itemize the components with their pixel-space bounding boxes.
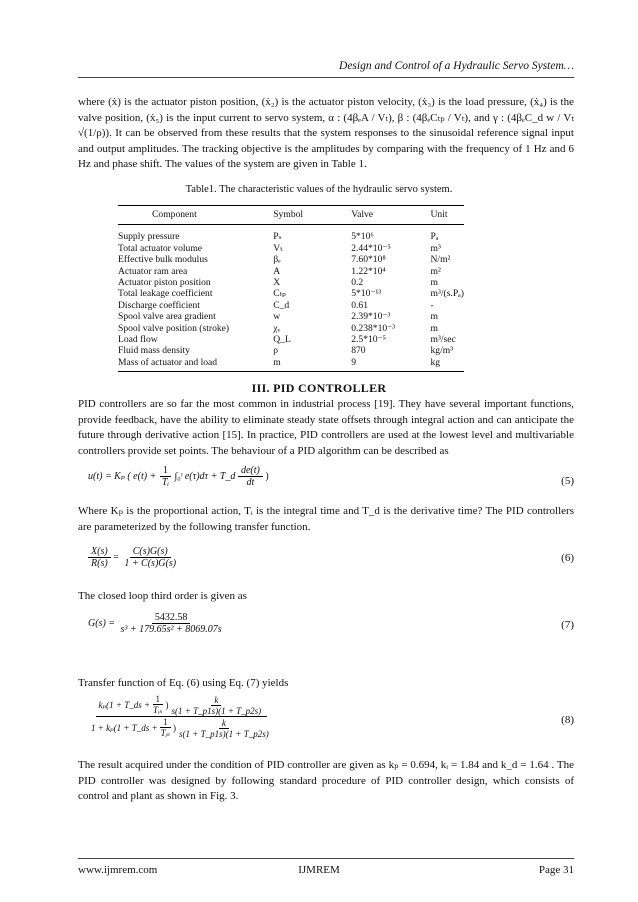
- value-cell: 9: [345, 357, 412, 372]
- table-caption: Table1. The characteristic values of the hydraulic servo system.: [185, 184, 453, 195]
- value-cell: 0.61: [351, 299, 368, 311]
- closed-loop-sentence: The closed loop third order is given as: [78, 590, 247, 602]
- eq8-top-inner-frac: [150, 694, 165, 716]
- value-cell: 870: [351, 345, 366, 357]
- symbol-cell: Pₛ: [273, 231, 282, 243]
- footer-journal: IJMREM: [298, 864, 340, 876]
- symbol-cell: w: [273, 311, 281, 323]
- eq7-num: 5432.58: [152, 612, 191, 624]
- eq5-frac-den: Tᵢ: [161, 477, 169, 488]
- equation-5: [88, 465, 269, 488]
- eq5-integral: ∫₀ᵗ e(τ)dτ + T_d: [174, 470, 238, 482]
- value-cell: 5*10⁶: [351, 231, 374, 243]
- value-cell: 2.5*10⁻⁵: [351, 334, 386, 346]
- symbol-cell: C_d: [273, 299, 290, 311]
- unit-cell: kg: [413, 357, 465, 372]
- table-row: [118, 334, 464, 345]
- symbol-cell: χᵥ: [273, 322, 281, 334]
- eq8-top-e: k: [211, 695, 221, 706]
- eq7-den: s³ + 179.65s² + 8069.07s: [120, 624, 222, 635]
- col-header-unit: Unit: [413, 206, 465, 225]
- component-cell: Spool valve position (stroke): [118, 322, 230, 334]
- value-cell: 7.60*10⁸: [351, 254, 386, 266]
- eq5-lhs: u(t) = Kₚ ( e(t) +: [88, 470, 159, 482]
- eq7-lhs: G(s) =: [88, 617, 116, 629]
- symbol-cell: X: [273, 277, 281, 289]
- eq5-d-den: dt: [246, 477, 255, 488]
- eq5-derivative-fraction: [238, 465, 263, 488]
- unit-cell: m²: [430, 265, 441, 277]
- table-row: [118, 266, 464, 277]
- eq8-bot-plant-frac: [176, 718, 272, 739]
- equation-7: [88, 612, 225, 635]
- equation-7-number: (7): [561, 619, 574, 631]
- eq8-top-a: kₚ(1 + T_ds +: [98, 699, 151, 710]
- eq8-top-c: Tᵢₛ: [153, 705, 163, 715]
- eq8-bot-b: 1: [160, 717, 171, 728]
- table-row: [118, 345, 464, 356]
- eq6-lhs-den: R(s): [91, 558, 108, 569]
- pid-intro-paragraph: PID controllers are so far the most common in industrial process [19]. They have several important functions, provide feedback, have the ability to eliminate steady state offsets through integral action and can anticipate the future through derivative action [15]. In practice, PID controllers are used at the lowest level and multivariable controllers provide set points. The behaviour of a PID algorithm can be described as: [78, 398, 574, 457]
- equation-6-number: (6): [561, 552, 574, 564]
- unit-cell: N/m²: [430, 254, 451, 266]
- symbol-cell: m: [269, 357, 345, 372]
- unit-cell: m: [430, 277, 438, 289]
- eq8-top-f: s(1 + T_p1s)(1 + T_p2s): [171, 705, 262, 716]
- table-row: [118, 288, 464, 299]
- component-cell: Supply pressure: [118, 231, 180, 243]
- eq6-lhs-num: X(s): [88, 546, 111, 558]
- value-cell: 2.44*10⁻⁵: [351, 242, 391, 254]
- component-cell: Discharge coefficient: [118, 299, 200, 311]
- equation-5-number: (5): [561, 475, 574, 487]
- table-row: [118, 311, 464, 322]
- eq8-bot-inner-frac: [158, 717, 173, 739]
- col-header-valve: Valve: [345, 206, 412, 225]
- value-cell: 0.238*10⁻³: [351, 322, 396, 334]
- unit-cell: m³/(s.Pₐ): [430, 288, 464, 300]
- equation-8: [88, 694, 275, 739]
- eq6-lhs-fraction: [88, 546, 111, 569]
- component-cell: Effective bulk modulus: [118, 254, 208, 266]
- unit-cell: m: [430, 311, 438, 323]
- footer-website: www.ijmrem.com: [78, 864, 158, 876]
- component-cell: Load flow: [118, 334, 158, 346]
- component-cell: Actuator piston position: [118, 277, 211, 289]
- component-cell: Total actuator volume: [118, 242, 203, 254]
- symbol-cell: Cₜₚ: [273, 288, 286, 300]
- eq6-rhs-fraction: [121, 546, 179, 569]
- eq8-top-b: 1: [153, 694, 164, 705]
- characteristics-table: [118, 205, 464, 372]
- table-row: [118, 243, 464, 254]
- table-row: [118, 254, 464, 265]
- value-cell: 2.39*10⁻³: [351, 311, 391, 323]
- eq8-bot-c: Tᵢₛ: [160, 728, 171, 738]
- component-cell: Mass of actuator and load: [118, 357, 269, 372]
- eq7-fraction: [118, 612, 225, 635]
- value-cell: 1.22*10⁴: [351, 265, 386, 277]
- table-row: [118, 300, 464, 311]
- eq8-denominator: [88, 717, 275, 739]
- component-cell: Actuator ram area: [118, 265, 188, 277]
- table-header-row: [118, 206, 464, 225]
- eq6-rhs-num: C(s)G(s): [130, 546, 171, 558]
- equation-8-number: (8): [561, 714, 574, 726]
- unit-cell: -: [430, 299, 434, 311]
- eq8-main-fraction: [88, 694, 275, 739]
- eq8-bot-e: k: [219, 718, 229, 729]
- component-cell: Fluid mass density: [118, 345, 190, 357]
- footer-rule: [78, 858, 574, 859]
- eq6-rhs-den: 1 + C(s)G(s): [124, 558, 177, 569]
- section-heading: III. PID CONTROLLER: [251, 381, 387, 395]
- eq5-integral-fraction: [159, 465, 172, 488]
- eq8-top-d: ): [165, 700, 169, 710]
- eq5-d-num: de(t): [238, 465, 263, 477]
- eq8-numerator: [96, 694, 268, 717]
- value-cell: 5*10⁻¹³: [351, 288, 382, 300]
- unit-cell: kg/m³: [430, 345, 454, 357]
- intro-paragraph: where (ẋ) is the actuator piston position, (ẋ₂) is the actuator piston velocity, (ẋ₃) is the load pressure, (ẋ₄) is the valve position, (ẋ₅) is the input current to servo system, α : (4βₑA / Vₜ), β : (4βₑCₜₚ / Vₜ), and γ : (4βₑC_d w / Vₜ √(1/ρ)). It can be observed from these results that the system responses to the sinusoidal reference signal input and output amplitudes. The tracking objective is the amplitudes by comparing with the frequency of 1 Hz and 6 Hz and phase shift. The values of the system are given in Table 1.: [78, 96, 574, 171]
- eq5-close: ): [265, 470, 269, 482]
- component-cell: Spool valve area gradient: [118, 311, 216, 323]
- unit-cell: m³/sec: [430, 334, 456, 346]
- symbol-cell: A: [273, 265, 281, 277]
- symbol-cell: Vₜ: [273, 242, 283, 254]
- unit-cell: Pₐ: [430, 231, 439, 243]
- eq8-bot-d: ): [173, 723, 177, 733]
- pid-params-paragraph: Where Kₚ is the proportional action, Tᵢ is the integral time and T_d is the derivative time? The PID controllers are parameterized by the following transfer function.: [78, 505, 574, 533]
- col-header-component: Component: [118, 206, 269, 225]
- table-row: [118, 323, 464, 334]
- col-header-symbol: Symbol: [269, 206, 345, 225]
- running-header: Design and Control of a Hydraulic Servo System…: [339, 60, 574, 72]
- value-cell: 0.2: [351, 277, 364, 289]
- eq8-bot-a: 1 + kₚ(1 + T_ds +: [91, 722, 158, 733]
- symbol-cell: Q_L: [273, 334, 291, 346]
- table-row: [118, 225, 464, 243]
- equation-6: $\frac{X(s)}{R(s)}$ = $\frac{C(s)G(s)}{1 + C(s)G(s)}$: [88, 546, 179, 569]
- pid-result-paragraph: The result acquired under the condition of PID controller are given as kₚ = 0.694, kᵢ = 1.84 and k_d = 1.64 . The PID controller was designed by following standard procedure of PID controller design, which consists of control and plant as shown in Fig. 3.: [78, 759, 574, 803]
- table-row: [118, 277, 464, 288]
- eq8-bot-f: s(1 + T_p1s)(1 + T_p2s): [179, 728, 269, 739]
- component-cell: Total leakage coefficient: [118, 288, 213, 300]
- symbol-cell: ρ: [273, 345, 279, 357]
- table-row: [118, 357, 464, 372]
- footer-page-number: Page 31: [538, 864, 574, 876]
- unit-cell: m: [430, 322, 438, 334]
- transfer-function-sentence: Transfer function of Eq. (6) using Eq. (7) yields: [78, 677, 289, 689]
- symbol-cell: βₑ: [273, 254, 281, 266]
- header-rule: [78, 77, 574, 78]
- eq8-top-plant-frac: [169, 695, 265, 716]
- unit-cell: m³: [430, 242, 441, 254]
- eq5-frac-num: 1: [160, 465, 171, 477]
